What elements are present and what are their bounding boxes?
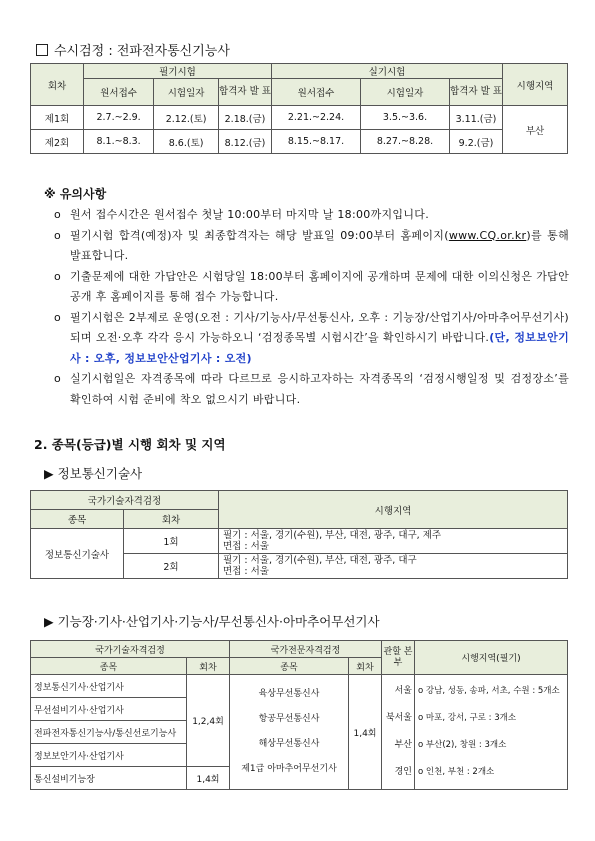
cell: 2.12.(토)	[154, 106, 219, 130]
cell: 8.6.(토)	[154, 130, 219, 154]
region-cell: 필기 : 서울, 경기(수원), 부산, 대전, 광주, 대구, 제주 면접 : 서울	[219, 529, 568, 554]
cell: 2.18.(금)	[219, 106, 272, 130]
tech-master-table	[30, 490, 568, 579]
header-national-pro: 국가전문자격검정	[230, 641, 382, 658]
header-p-apply: 원서접수	[272, 79, 361, 106]
note-text: 실기시험일은 자격종목에 따라 다르므로 응시하고자하는 자격종목의 ‘검정시행일정 및 검정장소’를 확인하여 시험 준비에 착오 없으시기 바랍니다.	[70, 372, 569, 406]
header-hq: 관할 본부	[382, 641, 415, 675]
schedule-table	[30, 63, 568, 154]
header-national-tech: 국가기술자격검정	[31, 641, 230, 658]
header-w-apply: 원서접수	[84, 79, 154, 106]
table-row	[31, 529, 568, 554]
note-text: 기출문제에 대한 가답안은 시험당일 18:00부터 홈페이지에 공개하며 문제에 대한 이의신청은 가답안 공개 후 홈페이지를 통해 접수 가능합니다.	[70, 269, 569, 303]
cell: 무선설비기사·산업기사	[31, 698, 187, 721]
header-region: 시행지역	[503, 64, 568, 106]
area-cell: o 강남, 성동, 송파, 서초, 수원 : 5개소 o 마포, 강서, 구로 : 3개소 o 부산(2), 창원 : 3개소 o 인천, 부천 : 2개소	[415, 675, 568, 790]
note-text: 원서 접수시간은 원서접수 첫날 10:00부터 마지막 날 18:00까지입니다.	[70, 208, 429, 221]
cell: 3.11.(금)	[450, 106, 503, 130]
section1-title: 수시검정 : 전파전자통신기능사	[36, 40, 230, 59]
table-row	[31, 130, 568, 154]
cell: 전파전자통신기능사/통신선로기능사	[31, 721, 187, 744]
note-text: 필기시험은 2부제로 운영(오전 : 기사/기능사/무선통신사, 오후 : 기능장/산업기사/아마추어무선기사)되며 오전·오후 각각 응시 가능하오니 ‘검정종목별 시험시간’을 확인하시기 바랍니다.(단, 정보보안기사 : 오후, 정보보안산업기사 : 오전)	[70, 310, 569, 365]
list-item	[54, 308, 569, 370]
cell: 2회	[124, 554, 219, 579]
cell: 정보통신기사·산업기사	[31, 675, 187, 698]
region-cell: 부산	[503, 106, 568, 154]
cell: 제2회	[31, 130, 84, 154]
cell: 2.21.~2.24.	[272, 106, 361, 130]
header-item: 종목	[230, 658, 349, 675]
cell: 1회	[124, 529, 219, 554]
header-national: 국가기술자격검정	[31, 491, 219, 510]
bullet: o	[54, 310, 61, 324]
header-w-announce: 합격자 발 표	[219, 79, 272, 106]
cell: 통신설비기능장	[31, 767, 187, 790]
cell: 1,4회	[187, 767, 230, 790]
homepage-link[interactable]: www.CQ.or.kr	[448, 228, 527, 242]
cell: 8.1.~8.3.	[84, 130, 154, 154]
emphasis-text: (단, 정보보안기사 : 오후, 정보보안산업기사 : 오전)	[70, 331, 569, 365]
header-region: 시행지역(필기)	[415, 641, 568, 675]
cell: 제1회	[31, 106, 84, 130]
list-item	[54, 369, 569, 410]
list-item	[54, 226, 569, 267]
header-p-announce: 합격자 발 표	[450, 79, 503, 106]
cell: 8.12.(금)	[219, 130, 272, 154]
cell: 8.27.~8.28.	[360, 130, 449, 154]
header-item: 종목	[31, 510, 124, 529]
cell: 정보보안기사·산업기사	[31, 744, 187, 767]
header-w-exam: 시험일자	[154, 79, 219, 106]
cell: 9.2.(금)	[450, 130, 503, 154]
list-item	[54, 267, 569, 308]
header-item: 종목	[31, 658, 187, 675]
header-practical: 실기시험	[272, 64, 503, 79]
exam-region-table	[30, 640, 568, 790]
region-cell: 필기 : 서울, 경기(수원), 부산, 대전, 광주, 대구 면접 : 서울	[219, 554, 568, 579]
header-p-exam: 시험일자	[360, 79, 449, 106]
bullet: o	[54, 372, 61, 385]
bullet: o	[54, 269, 61, 283]
subsection-title: ▶ 정보통신기술사	[44, 466, 143, 481]
notes-title: ※ 유의사항	[44, 187, 107, 201]
cell: 2.7.~2.9.	[84, 106, 154, 130]
cell: 1,2,4회	[187, 675, 230, 767]
cell: 8.15.~8.17.	[272, 130, 361, 154]
table-row	[31, 675, 568, 698]
bullet: o	[54, 208, 61, 221]
bullet: o	[54, 228, 61, 242]
notes-list	[54, 205, 569, 410]
hq-cell: 서울 북서울 부산 경인	[382, 675, 415, 790]
pro-items-cell: 육상무선통신사 항공무선통신사 해상무선통신사 제1급 아마추어무선기사	[230, 675, 349, 790]
header-round: 회차	[349, 658, 382, 675]
header-round: 회차	[187, 658, 230, 675]
header-region: 시행지역	[219, 491, 568, 529]
checkbox-square-icon	[36, 44, 48, 56]
header-round: 회차	[31, 64, 84, 106]
cell: 3.5.~3.6.	[360, 106, 449, 130]
subject-cell: 정보통신기술사	[31, 529, 124, 579]
table-row	[31, 106, 568, 130]
list-item	[54, 205, 569, 226]
section2-title: 2. 종목(등급)별 시행 회차 및 지역	[34, 437, 226, 452]
header-written: 필기시험	[84, 64, 272, 79]
subsection-title: ▶ 기능장·기사·산업기사·기능사/무선통신사·아마추어무선기사	[44, 614, 380, 629]
header-round: 회차	[124, 510, 219, 529]
cell: 1,4회	[349, 675, 382, 790]
note-text: 필기시험 합격(예정)자 및 최종합격자는 해당 발표일 09:00부터 홈페이지(www.CQ.or.kr)를 통해 발표합니다.	[70, 228, 569, 262]
